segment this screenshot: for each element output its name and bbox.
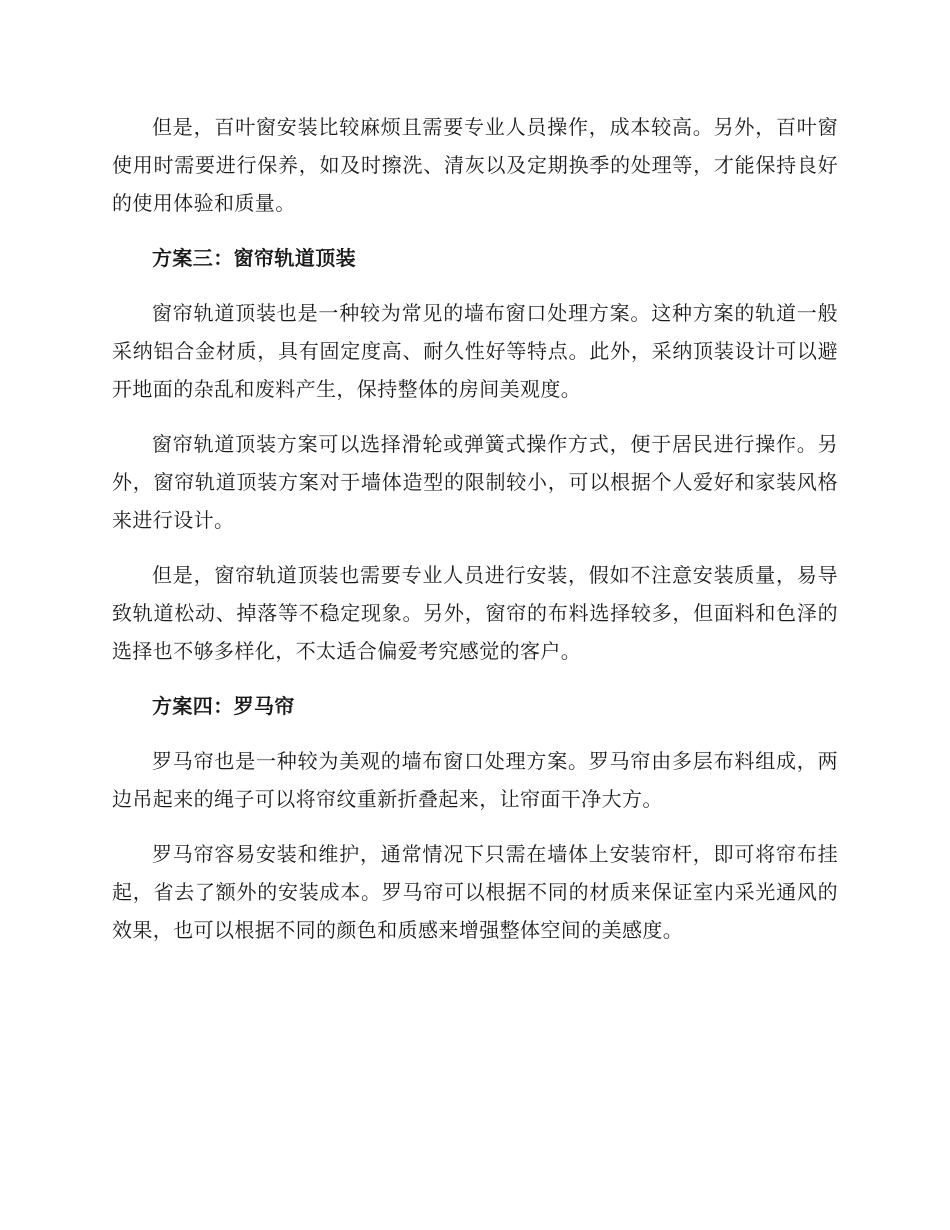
paragraph-roman-intro: 罗马帘也是一种较为美观的墙布窗口处理方案。罗马帘由多层布料组成，两边吊起来的绳子可以将帘纹重新折叠起来，让帘面干净大方。 xyxy=(112,749,838,811)
document-body xyxy=(112,108,838,966)
paragraph-track-drawbacks: 但是，窗帘轨道顶装也需要专业人员进行安装，假如不注意安装质量，易导致轨道松动、掉落等不稳定现象。另外，窗帘的布料选择较多，但面料和色泽的选择也不够多样化，不太适合偏爱考究感觉的客户。 xyxy=(112,563,838,663)
paragraph-blinds-drawbacks: 但是，百叶窗安装比较麻烦且需要专业人员操作，成本较高。另外，百叶窗使用时需要进行保养，如及时擦洗、清灰以及定期换季的处理等，才能保持良好的使用体验和质量。 xyxy=(112,115,838,215)
paragraph-track-intro: 窗帘轨道顶装也是一种较为常见的墙布窗口处理方案。这种方案的轨道一般采纳铝合金材质，具有固定度高、耐久性好等特点。此外，采纳顶装设计可以避开地面的杂乱和废料产生，保持整体的房间美观度。 xyxy=(112,301,838,401)
paragraph-roman-install: 罗马帘容易安装和维护，通常情况下只需在墙体上安装帘杆，即可将帘布挂起，省去了额外的安装成本。罗马帘可以根据不同的材质来保证室内采光通风的效果，也可以根据不同的颜色和质感来增强整体空间的美感度。 xyxy=(112,842,838,942)
heading-plan-three: 方案三：窗帘轨道顶装 xyxy=(152,246,356,270)
heading-plan-four: 方案四：罗马帘 xyxy=(152,694,295,718)
paragraph-track-operation: 窗帘轨道顶装方案可以选择滑轮或弹簧式操作方式，便于居民进行操作。另外，窗帘轨道顶装方案对于墙体造型的限制较小，可以根据个人爱好和家装风格来进行设计。 xyxy=(112,432,838,532)
